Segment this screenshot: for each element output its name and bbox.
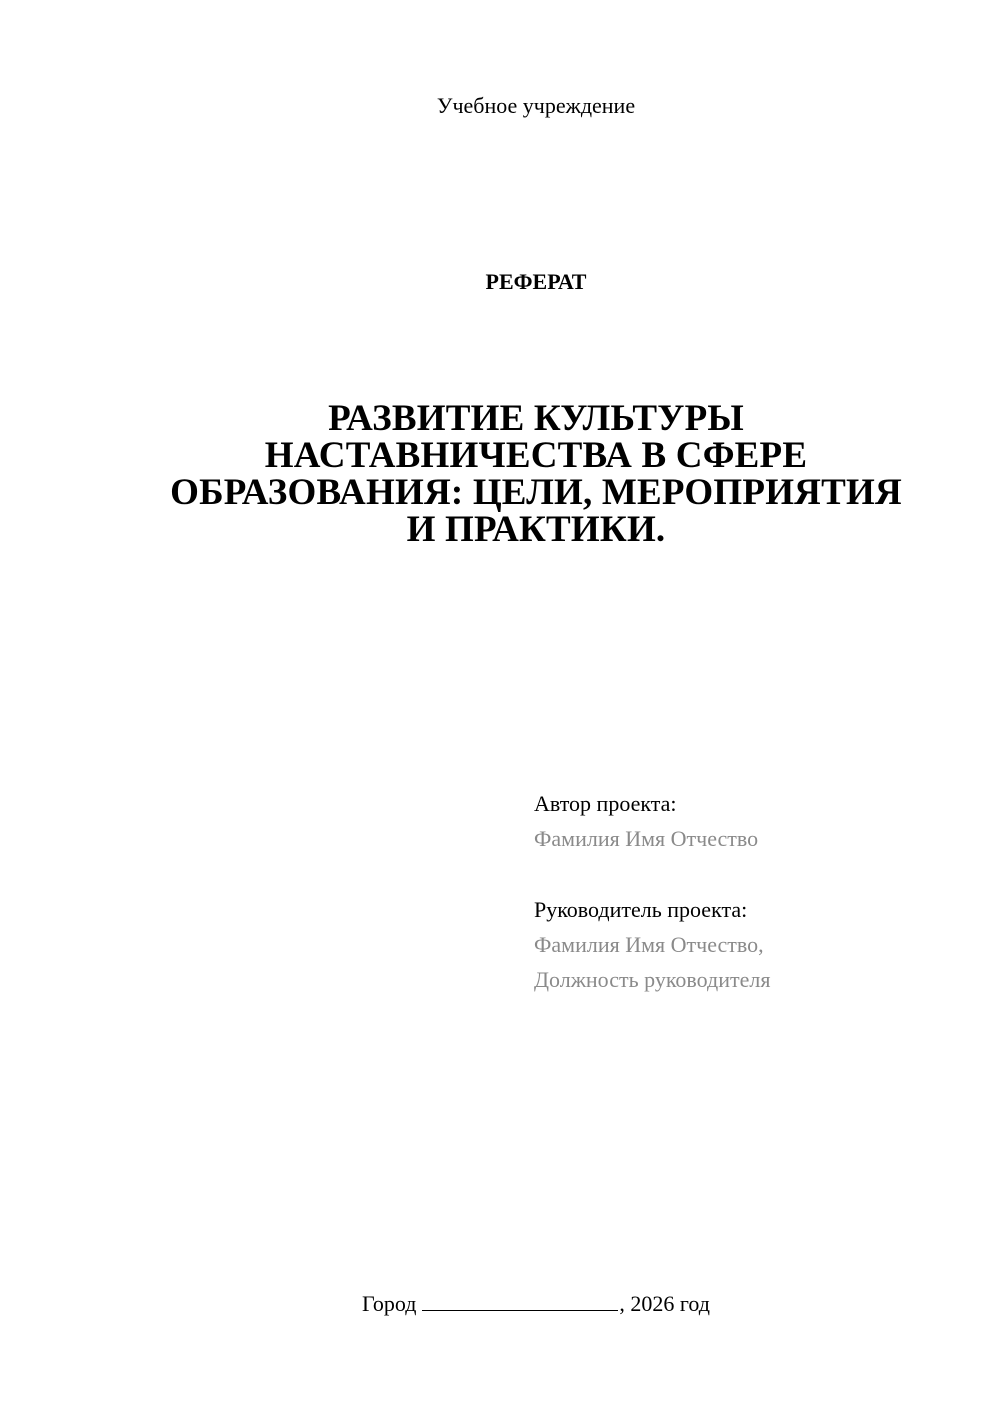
supervisor-name-placeholder: Фамилия Имя Отчество, bbox=[534, 932, 764, 957]
title-line: НАСТАВНИЧЕСТВА В СФЕРЕ bbox=[264, 435, 808, 476]
author-name-placeholder: Фамилия Имя Отчество bbox=[534, 826, 759, 851]
supervisor-block bbox=[534, 892, 770, 997]
author-block bbox=[534, 786, 758, 856]
footer-city-year bbox=[0, 1290, 1000, 1318]
supervisor-position-placeholder: Должность руководителя bbox=[534, 967, 771, 992]
title-line: ОБРАЗОВАНИЯ: ЦЕЛИ, МЕРОПРИЯТИЯ bbox=[170, 472, 902, 513]
city-label: Город bbox=[362, 1291, 417, 1316]
document-type: РЕФЕРАТ bbox=[485, 269, 587, 294]
supervisor-label: Руководитель проекта: bbox=[534, 897, 748, 922]
city-blank-line bbox=[422, 1290, 618, 1311]
year-text: , 2026 год bbox=[619, 1291, 710, 1316]
institution-name: Учебное учреждение bbox=[436, 93, 636, 118]
author-label: Автор проекта: bbox=[534, 791, 677, 816]
document-title bbox=[140, 400, 932, 548]
title-line: РАЗВИТИЕ КУЛЬТУРЫ bbox=[328, 398, 744, 439]
title-line: И ПРАКТИКИ. bbox=[406, 509, 666, 550]
